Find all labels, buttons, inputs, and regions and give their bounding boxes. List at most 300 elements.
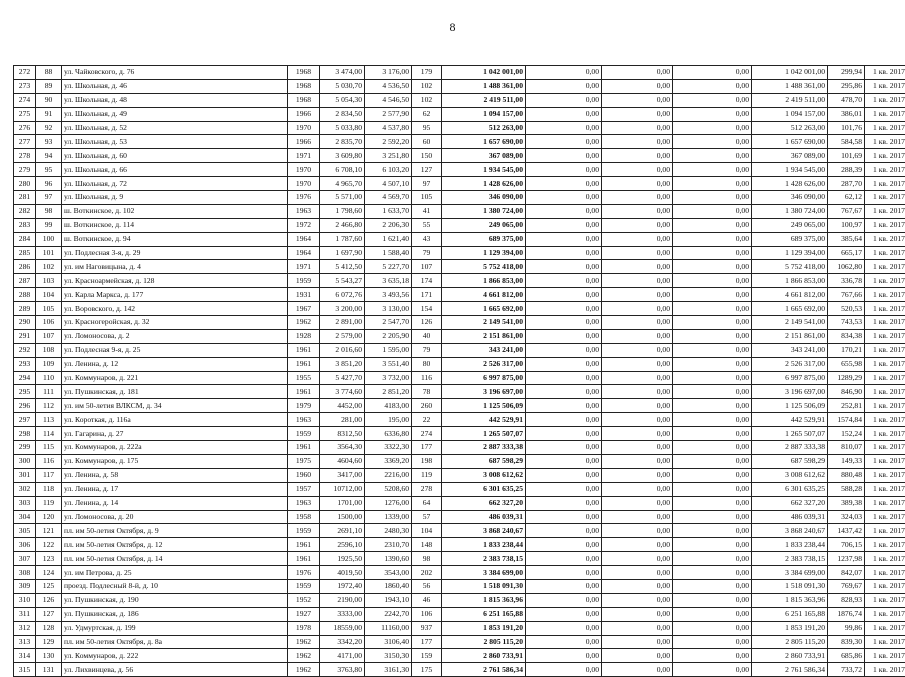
- cell-total-area: 5 571,00: [320, 191, 365, 205]
- cell-cost-per-sqm: 880,48: [828, 468, 865, 482]
- cell-row-number: 273: [14, 79, 36, 93]
- cell-period: 1 кв. 2017: [865, 357, 905, 371]
- cell-cost-per-sqm: 1437,42: [828, 524, 865, 538]
- cell-living-area: 4 536,50: [365, 79, 412, 93]
- cell-cost-col-4: 0,00: [673, 482, 752, 496]
- cell-period: 1 кв. 2017: [865, 621, 905, 635]
- cell-year-built: 1959: [288, 579, 320, 593]
- cell-item-number: 129: [36, 635, 62, 649]
- cell-cost-col-3: 0,00: [602, 288, 673, 302]
- cell-total-cost: 2 383 738,15: [442, 552, 526, 566]
- cell-cost-col-2: 0,00: [526, 621, 602, 635]
- cell-cost-col-5: 1 866 853,00: [752, 274, 828, 288]
- cell-cost-col-3: 0,00: [602, 510, 673, 524]
- cell-cost-col-3: 0,00: [602, 441, 673, 455]
- cell-total-cost: 367 089,00: [442, 149, 526, 163]
- cell-cost-col-5: 687 598,29: [752, 454, 828, 468]
- cell-cost-col-2: 0,00: [526, 163, 602, 177]
- cell-item-number: 123: [36, 552, 62, 566]
- cell-total-cost: 2 526 317,00: [442, 357, 526, 371]
- cell-cost-col-5: 1 657 690,00: [752, 135, 828, 149]
- cell-address: ул. Ленина, д. 14: [62, 496, 288, 510]
- cell-total-cost: 1 488 361,00: [442, 79, 526, 93]
- cell-year-built: 1975: [288, 454, 320, 468]
- cell-year-built: 1961: [288, 538, 320, 552]
- cell-total-cost: 1 428 626,00: [442, 177, 526, 191]
- cell-living-area: 1943,10: [365, 593, 412, 607]
- cell-total-area: 1701,00: [320, 496, 365, 510]
- cell-row-number: 294: [14, 371, 36, 385]
- cell-cost-col-3: 0,00: [602, 579, 673, 593]
- cell-row-number: 302: [14, 482, 36, 496]
- cell-year-built: 1955: [288, 371, 320, 385]
- cell-residents: 41: [412, 204, 442, 218]
- cell-cost-per-sqm: 100,97: [828, 218, 865, 232]
- cell-residents: 179: [412, 66, 442, 80]
- table-row: [14, 552, 905, 566]
- cell-total-area: 18559,00: [320, 621, 365, 635]
- cell-total-cost: 512 263,00: [442, 121, 526, 135]
- cell-row-number: 284: [14, 232, 36, 246]
- table-row: [14, 593, 905, 607]
- page-number: 8: [0, 20, 905, 35]
- cell-cost-col-3: 0,00: [602, 274, 673, 288]
- cell-period: 1 кв. 2017: [865, 413, 905, 427]
- cell-living-area: 3 732,00: [365, 371, 412, 385]
- cell-address: ул. Пушкинская, д. 181: [62, 385, 288, 399]
- cell-living-area: 3161,30: [365, 663, 412, 677]
- cell-residents: 97: [412, 177, 442, 191]
- cell-address: пл. им 50-летия Октября, д. 8а: [62, 635, 288, 649]
- cell-cost-col-3: 0,00: [602, 93, 673, 107]
- cell-total-cost: 1 518 091,30: [442, 579, 526, 593]
- table-row: [14, 79, 905, 93]
- cell-cost-col-2: 0,00: [526, 566, 602, 580]
- cell-period: 1 кв. 2017: [865, 79, 905, 93]
- cell-cost-per-sqm: 655,98: [828, 357, 865, 371]
- cell-cost-per-sqm: 295,86: [828, 79, 865, 93]
- cell-cost-col-2: 0,00: [526, 413, 602, 427]
- cell-address: ул. им 50-летия ВЛКСМ, д. 34: [62, 399, 288, 413]
- table-row: [14, 288, 905, 302]
- cell-item-number: 110: [36, 371, 62, 385]
- cell-year-built: 1964: [288, 232, 320, 246]
- cell-living-area: 3 551,40: [365, 357, 412, 371]
- cell-cost-col-3: 0,00: [602, 107, 673, 121]
- cell-total-area: 4019,50: [320, 566, 365, 580]
- cell-living-area: 2 547,70: [365, 316, 412, 330]
- cell-year-built: 1952: [288, 593, 320, 607]
- cell-cost-col-3: 0,00: [602, 524, 673, 538]
- cell-cost-col-3: 0,00: [602, 302, 673, 316]
- cell-residents: 78: [412, 385, 442, 399]
- cell-period: 1 кв. 2017: [865, 121, 905, 135]
- cell-cost-col-3: 0,00: [602, 635, 673, 649]
- cell-item-number: 128: [36, 621, 62, 635]
- cell-address: пл. им 50-летия Октября, д. 14: [62, 552, 288, 566]
- cell-residents: 55: [412, 218, 442, 232]
- cell-item-number: 93: [36, 135, 62, 149]
- cell-cost-col-5: 1 833 238,44: [752, 538, 828, 552]
- cell-living-area: 4 507,10: [365, 177, 412, 191]
- cell-cost-col-5: 662 327,20: [752, 496, 828, 510]
- cell-row-number: 281: [14, 191, 36, 205]
- cell-cost-per-sqm: 287,70: [828, 177, 865, 191]
- cell-address: ул. Удмуртская, д. 199: [62, 621, 288, 635]
- cell-cost-col-5: 1 934 545,00: [752, 163, 828, 177]
- cell-row-number: 308: [14, 566, 36, 580]
- cell-cost-per-sqm: 1237,98: [828, 552, 865, 566]
- cell-row-number: 312: [14, 621, 36, 635]
- cell-period: 1 кв. 2017: [865, 93, 905, 107]
- cell-cost-col-5: 2 887 333,38: [752, 441, 828, 455]
- cell-residents: 159: [412, 649, 442, 663]
- cell-cost-col-4: 0,00: [673, 371, 752, 385]
- cell-living-area: 5 227,70: [365, 260, 412, 274]
- cell-total-cost: 486 039,31: [442, 510, 526, 524]
- cell-year-built: 1957: [288, 482, 320, 496]
- cell-cost-per-sqm: 743,53: [828, 316, 865, 330]
- cell-row-number: 310: [14, 593, 36, 607]
- cell-row-number: 299: [14, 441, 36, 455]
- cell-period: 1 кв. 2017: [865, 552, 905, 566]
- cell-row-number: 301: [14, 468, 36, 482]
- cell-total-cost: 346 090,00: [442, 191, 526, 205]
- cell-item-number: 122: [36, 538, 62, 552]
- cell-cost-col-4: 0,00: [673, 343, 752, 357]
- cell-cost-col-4: 0,00: [673, 149, 752, 163]
- cell-cost-col-4: 0,00: [673, 607, 752, 621]
- cell-row-number: 274: [14, 93, 36, 107]
- cell-residents: 202: [412, 566, 442, 580]
- cell-total-area: 3 774,60: [320, 385, 365, 399]
- cell-cost-col-3: 0,00: [602, 79, 673, 93]
- cell-address: ул. Воровского, д. 142: [62, 302, 288, 316]
- cell-cost-col-4: 0,00: [673, 79, 752, 93]
- cell-item-number: 112: [36, 399, 62, 413]
- cell-year-built: 1968: [288, 66, 320, 80]
- cell-period: 1 кв. 2017: [865, 107, 905, 121]
- cell-residents: 105: [412, 191, 442, 205]
- cell-cost-col-4: 0,00: [673, 191, 752, 205]
- cell-cost-col-3: 0,00: [602, 232, 673, 246]
- cell-year-built: 1959: [288, 427, 320, 441]
- cell-total-area: 3333,00: [320, 607, 365, 621]
- cell-year-built: 1962: [288, 663, 320, 677]
- cell-year-built: 1927: [288, 607, 320, 621]
- cell-living-area: 4 569,70: [365, 191, 412, 205]
- cell-cost-col-2: 0,00: [526, 441, 602, 455]
- cell-cost-per-sqm: 101,76: [828, 121, 865, 135]
- cell-cost-per-sqm: 839,30: [828, 635, 865, 649]
- cell-item-number: 124: [36, 566, 62, 580]
- cell-address: ул. Короткая, д. 116а: [62, 413, 288, 427]
- cell-cost-col-3: 0,00: [602, 246, 673, 260]
- cell-period: 1 кв. 2017: [865, 204, 905, 218]
- cell-residents: 64: [412, 496, 442, 510]
- cell-total-cost: 687 598,29: [442, 454, 526, 468]
- cell-cost-col-2: 0,00: [526, 343, 602, 357]
- table-row: [14, 204, 905, 218]
- cell-address: ул. Школьная, д. 48: [62, 93, 288, 107]
- cell-address: ул. Ломоносова, д. 20: [62, 510, 288, 524]
- cell-cost-col-2: 0,00: [526, 579, 602, 593]
- cell-cost-per-sqm: 99,86: [828, 621, 865, 635]
- cell-total-cost: 1 657 690,00: [442, 135, 526, 149]
- cell-living-area: 1390,60: [365, 552, 412, 566]
- cell-residents: 119: [412, 468, 442, 482]
- cell-total-cost: 2 149 541,00: [442, 316, 526, 330]
- cell-cost-per-sqm: 584,58: [828, 135, 865, 149]
- cell-cost-col-3: 0,00: [602, 343, 673, 357]
- cell-total-area: 3763,80: [320, 663, 365, 677]
- cell-row-number: 289: [14, 302, 36, 316]
- cell-cost-per-sqm: 1289,29: [828, 371, 865, 385]
- cell-period: 1 кв. 2017: [865, 593, 905, 607]
- cell-item-number: 102: [36, 260, 62, 274]
- cell-period: 1 кв. 2017: [865, 274, 905, 288]
- cell-row-number: 296: [14, 399, 36, 413]
- cell-item-number: 88: [36, 66, 62, 80]
- cell-cost-per-sqm: 810,07: [828, 441, 865, 455]
- cell-cost-col-2: 0,00: [526, 66, 602, 80]
- cell-living-area: 2242,70: [365, 607, 412, 621]
- cell-period: 1 кв. 2017: [865, 288, 905, 302]
- cell-cost-col-5: 486 039,31: [752, 510, 828, 524]
- cell-total-cost: 3 384 699,00: [442, 566, 526, 580]
- table-row: [14, 649, 905, 663]
- cell-residents: 116: [412, 371, 442, 385]
- cell-period: 1 кв. 2017: [865, 260, 905, 274]
- cell-item-number: 100: [36, 232, 62, 246]
- cell-address: ул. Ломоносова, д. 2: [62, 329, 288, 343]
- cell-year-built: 1970: [288, 177, 320, 191]
- cell-cost-col-2: 0,00: [526, 246, 602, 260]
- cell-cost-col-5: 249 065,00: [752, 218, 828, 232]
- cell-cost-col-4: 0,00: [673, 413, 752, 427]
- cell-cost-col-2: 0,00: [526, 482, 602, 496]
- cell-cost-col-4: 0,00: [673, 246, 752, 260]
- cell-cost-col-2: 0,00: [526, 232, 602, 246]
- cell-period: 1 кв. 2017: [865, 566, 905, 580]
- cell-cost-col-4: 0,00: [673, 593, 752, 607]
- cell-total-area: 1 697,90: [320, 246, 365, 260]
- cell-residents: 46: [412, 593, 442, 607]
- cell-living-area: 3369,20: [365, 454, 412, 468]
- cell-year-built: 1961: [288, 441, 320, 455]
- cell-year-built: 1958: [288, 510, 320, 524]
- cell-year-built: 1962: [288, 649, 320, 663]
- cell-year-built: 1961: [288, 343, 320, 357]
- table-row: [14, 538, 905, 552]
- cell-living-area: 11160,00: [365, 621, 412, 635]
- cell-cost-col-5: 1 518 091,30: [752, 579, 828, 593]
- cell-cost-col-2: 0,00: [526, 357, 602, 371]
- cell-period: 1 кв. 2017: [865, 441, 905, 455]
- cell-cost-per-sqm: 149,33: [828, 454, 865, 468]
- cell-cost-col-5: 1 380 724,00: [752, 204, 828, 218]
- cell-cost-col-3: 0,00: [602, 218, 673, 232]
- cell-address: ул. Коммунаров, д. 222: [62, 649, 288, 663]
- cell-total-area: 1500,00: [320, 510, 365, 524]
- cell-address: пл. им 50-летия Октября, д. 12: [62, 538, 288, 552]
- cell-address: ул. Красногеройская, д. 32: [62, 316, 288, 330]
- cell-cost-col-2: 0,00: [526, 288, 602, 302]
- cell-cost-col-3: 0,00: [602, 385, 673, 399]
- cell-row-number: 314: [14, 649, 36, 663]
- cell-item-number: 130: [36, 649, 62, 663]
- cell-cost-col-2: 0,00: [526, 468, 602, 482]
- cell-total-area: 2596,10: [320, 538, 365, 552]
- cell-cost-col-4: 0,00: [673, 663, 752, 677]
- cell-total-cost: 1 815 363,96: [442, 593, 526, 607]
- cell-total-area: 8312,50: [320, 427, 365, 441]
- cell-address: ул. Школьная, д. 52: [62, 121, 288, 135]
- cell-item-number: 108: [36, 343, 62, 357]
- cell-period: 1 кв. 2017: [865, 607, 905, 621]
- cell-item-number: 103: [36, 274, 62, 288]
- table-row: [14, 135, 905, 149]
- table-row: [14, 468, 905, 482]
- cell-cost-col-4: 0,00: [673, 357, 752, 371]
- cell-item-number: 116: [36, 454, 62, 468]
- cell-period: 1 кв. 2017: [865, 232, 905, 246]
- cell-total-area: 4 965,70: [320, 177, 365, 191]
- cell-living-area: 1339,00: [365, 510, 412, 524]
- cell-year-built: 1963: [288, 496, 320, 510]
- cell-living-area: 3 251,80: [365, 149, 412, 163]
- cell-residents: 127: [412, 163, 442, 177]
- cell-cost-col-3: 0,00: [602, 649, 673, 663]
- cell-item-number: 109: [36, 357, 62, 371]
- cell-year-built: 1976: [288, 566, 320, 580]
- cell-total-cost: 343 241,00: [442, 343, 526, 357]
- cell-address: ул. Пушкинская, д. 190: [62, 593, 288, 607]
- cell-total-cost: 662 327,20: [442, 496, 526, 510]
- cell-living-area: 4 546,50: [365, 93, 412, 107]
- cell-residents: 95: [412, 121, 442, 135]
- cell-total-area: 3 474,00: [320, 66, 365, 80]
- cell-item-number: 120: [36, 510, 62, 524]
- cell-row-number: 292: [14, 343, 36, 357]
- table-row: [14, 524, 905, 538]
- cell-total-cost: 2 887 333,38: [442, 441, 526, 455]
- cell-address: ул. им Наговицына, д. 4: [62, 260, 288, 274]
- cell-cost-col-4: 0,00: [673, 302, 752, 316]
- cell-address: ул. Ленина, д. 17: [62, 482, 288, 496]
- cell-item-number: 96: [36, 177, 62, 191]
- cell-cost-col-4: 0,00: [673, 121, 752, 135]
- cell-residents: 177: [412, 441, 442, 455]
- cell-item-number: 131: [36, 663, 62, 677]
- cell-living-area: 1860,40: [365, 579, 412, 593]
- cell-residents: 148: [412, 538, 442, 552]
- table-row: [14, 232, 905, 246]
- cell-total-area: 4452,00: [320, 399, 365, 413]
- table-row: [14, 93, 905, 107]
- cell-cost-col-4: 0,00: [673, 316, 752, 330]
- cell-cost-per-sqm: 685,86: [828, 649, 865, 663]
- cell-cost-col-4: 0,00: [673, 385, 752, 399]
- cell-item-number: 111: [36, 385, 62, 399]
- cell-item-number: 114: [36, 427, 62, 441]
- cell-cost-col-3: 0,00: [602, 593, 673, 607]
- cell-cost-col-3: 0,00: [602, 66, 673, 80]
- cell-cost-per-sqm: 588,28: [828, 482, 865, 496]
- cell-cost-col-5: 1 488 361,00: [752, 79, 828, 93]
- cell-cost-col-5: 343 241,00: [752, 343, 828, 357]
- cell-total-cost: 689 375,00: [442, 232, 526, 246]
- table-row: [14, 579, 905, 593]
- cell-item-number: 117: [36, 468, 62, 482]
- cell-cost-col-4: 0,00: [673, 232, 752, 246]
- cell-total-area: 2190,00: [320, 593, 365, 607]
- cell-living-area: 6 103,20: [365, 163, 412, 177]
- cell-cost-col-2: 0,00: [526, 218, 602, 232]
- cell-cost-col-2: 0,00: [526, 635, 602, 649]
- cell-cost-col-5: 3 008 612,62: [752, 468, 828, 482]
- cell-cost-col-4: 0,00: [673, 649, 752, 663]
- cell-cost-col-4: 0,00: [673, 510, 752, 524]
- cell-row-number: 279: [14, 163, 36, 177]
- cell-cost-col-5: 1 125 506,09: [752, 399, 828, 413]
- cell-cost-col-3: 0,00: [602, 538, 673, 552]
- cell-item-number: 106: [36, 316, 62, 330]
- cell-living-area: 2 206,30: [365, 218, 412, 232]
- cell-cost-col-3: 0,00: [602, 496, 673, 510]
- cell-address: пл. им 50-летия Октября, д. 9: [62, 524, 288, 538]
- cell-cost-per-sqm: 1574,84: [828, 413, 865, 427]
- cell-cost-col-2: 0,00: [526, 204, 602, 218]
- cell-cost-per-sqm: 336,78: [828, 274, 865, 288]
- cell-residents: 126: [412, 316, 442, 330]
- cell-year-built: 1970: [288, 121, 320, 135]
- cell-cost-col-4: 0,00: [673, 204, 752, 218]
- cell-period: 1 кв. 2017: [865, 427, 905, 441]
- cell-cost-col-5: 1 853 191,20: [752, 621, 828, 635]
- cell-cost-col-5: 6 301 635,25: [752, 482, 828, 496]
- cell-residents: 79: [412, 343, 442, 357]
- cell-row-number: 287: [14, 274, 36, 288]
- cell-cost-col-3: 0,00: [602, 177, 673, 191]
- cell-cost-per-sqm: 1876,74: [828, 607, 865, 621]
- cell-total-cost: 1 853 191,20: [442, 621, 526, 635]
- cell-cost-col-5: 5 752 418,00: [752, 260, 828, 274]
- cell-cost-col-3: 0,00: [602, 121, 673, 135]
- cell-cost-col-2: 0,00: [526, 663, 602, 677]
- cell-total-area: 2 466,80: [320, 218, 365, 232]
- cell-living-area: 3 130,00: [365, 302, 412, 316]
- cell-cost-col-2: 0,00: [526, 385, 602, 399]
- cell-cost-col-2: 0,00: [526, 399, 602, 413]
- cell-year-built: 1961: [288, 552, 320, 566]
- cell-total-cost: 2 805 115,20: [442, 635, 526, 649]
- cell-item-number: 90: [36, 93, 62, 107]
- cell-total-area: 5 412,50: [320, 260, 365, 274]
- cell-row-number: 285: [14, 246, 36, 260]
- cell-total-cost: 6 251 165,88: [442, 607, 526, 621]
- cell-year-built: 1959: [288, 524, 320, 538]
- cell-item-number: 104: [36, 288, 62, 302]
- cell-cost-col-2: 0,00: [526, 496, 602, 510]
- cell-cost-col-5: 1 129 394,00: [752, 246, 828, 260]
- cell-year-built: 1961: [288, 357, 320, 371]
- cell-total-area: 3564,30: [320, 441, 365, 455]
- cell-cost-col-5: 2 805 115,20: [752, 635, 828, 649]
- cell-cost-col-5: 442 529,91: [752, 413, 828, 427]
- cell-cost-col-5: 1 815 363,96: [752, 593, 828, 607]
- table-row: [14, 274, 905, 288]
